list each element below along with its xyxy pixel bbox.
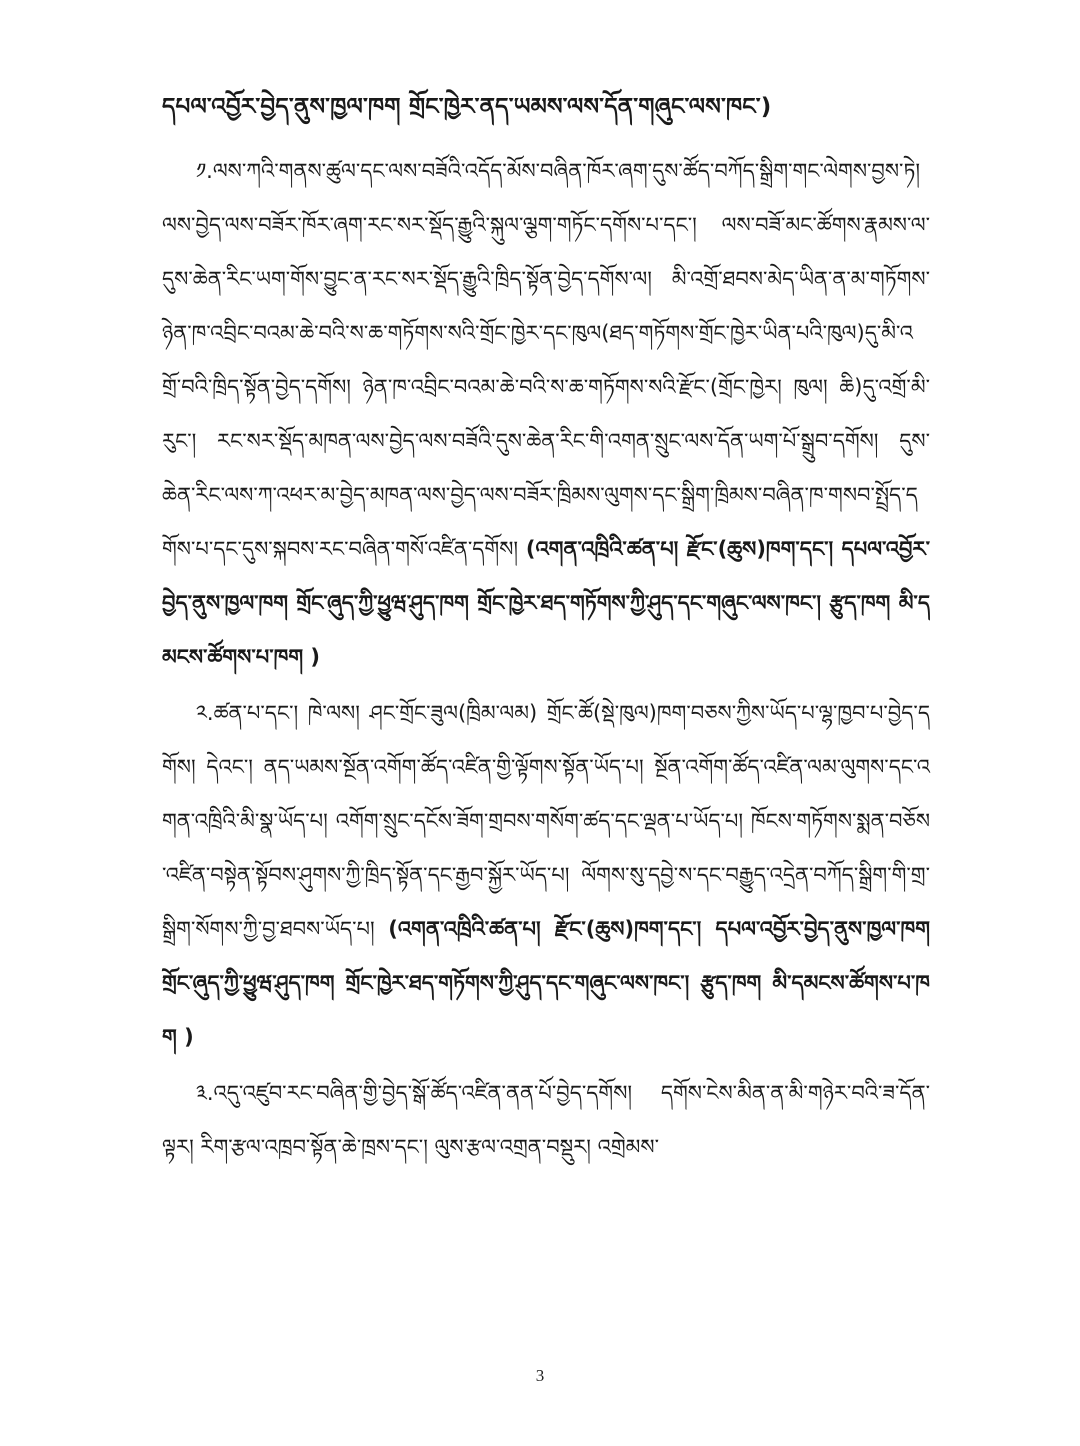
paragraph-number: ༢. xyxy=(196,701,214,725)
responsibility-note: (འགན་འཁྲིའི་ཚན་པ། རྫོང་(ཆུས)ཁག་དང་། དཔལ་འབྱོར་བྱེད་ནུས་ཁྱལ་ཁག གྲོང་ཞུད་ཀྱི་ཕྱུཝ་ཤུད་ཁག གྲོང་ཁྱེར་ཐད་གཏོགས་ཀྱི་ཤུད་དང་གཞུང་ལས་ཁང་། རྩུད་ཁག མི་དམངས་ཚོགས་པ་ཁག ) xyxy=(162,917,930,1049)
paragraph-2 xyxy=(162,686,930,1064)
paragraph-body: འདུ་འཛུབ་རང་བཞིན་གྱི་བྱེད་སྒོ་ཚོད་འཛིན་ནན་པོ་བྱེད་དགོས། དགོས་ངེས་མིན་ན་མི་གཉེར་བའི་ཟ་དོན་ལྟར། རིག་རྩལ་འཁྲབ་སྟོན་ཆེ་ཁྲས་དང་། ལུས་རྩལ་འགྲན་བསྡུར། འགྲེམས་ xyxy=(162,1081,930,1159)
paragraph-body: ལས་ཀའི་གནས་ཚུལ་དང་ལས་བཟོའི་འདོད་མོས་བཞིན་ཁོར་ཞག་དུས་ཚོད་བཀོད་སྒྲིག་གང་ལེགས་བྱས་ཏེ། ལས་བྱེད་ལས་བཟོར་ཁོར་ཞག་རང་སར་སྡོད་རྒྱུའི་སྐུལ་ལྕག་གཏོང་དགོས་པ་དང་། ལས་བཟོ་མང་ཚོགས་རྣམས་ལ་དུས་ཆེན་རིང་ཡག་གོས་བྱུང་ན་རང་སར་སྡོད་རྒྱུའི་ཁྲིད་སྟོན་བྱེད་དགོས་ལ། མི་འགྲོ་ཐབས་མེད་ཡིན་ན་མ་གཏོགས་ཉེན་ཁ་འབྲིང་བའམ་ཆེ་བའི་ས་ཆ་གཏོགས་སའི་གྲོང་ཁྱེར་དང་ཁུལ(ཐད་གཏོགས་གྲོང་ཁྱེར་ཡིན་པའི་ཁུལ)དུ་མི་འགྲོ་བའི་ཁྲིད་སྟོན་བྱེད་དགོས། ཉེན་ཁ་འབྲིང་བའམ་ཆེ་བའི་ས་ཆ་གཏོགས་སའི་རྫོང་(གྲོང་ཁྱེར། ཁུལ། ཆི)དུ་འགྲོ་མི་རུང་། རང་སར་སྡོད་མཁན་ལས་བྱེད་ལས་བཟོའི་དུས་ཆེན་རིང་གི་འགན་སྲུང་ལས་དོན་ཡག་པོ་སྒྲུབ་དགོས། དུས་ཆེན་རིང་ལས་ཀ་འཕར་མ་བྱེད་མཁན་ལས་བྱེད་ལས་བཟོར་ཁྲིམས་ལུགས་དང་སྒྲིག་ཁྲིམས་བཞིན་ཁ་གསབ་སྤྲོད་དགོས་པ་དང་དུས་སྐབས་རང་བཞིན་གསོ་འཛིན་དགོས། xyxy=(162,159,930,561)
paragraph-3 xyxy=(162,1066,930,1174)
paragraph-number: ༣. xyxy=(196,1081,214,1105)
responsibility-note: (འགན་འཁྲིའི་ཚན་པ། རྫོང་(ཆུས)ཁག་དང་། དཔལ་འབྱོར་བྱེད་ནུས་ཁྱལ་ཁག གྲོང་ཞུད་ཀྱི་ཕྱུཝ་ཤུད་ཁག གྲོང་ཁྱེར་ཐད་གཏོགས་ཀྱི་ཤུད་དང་གཞུང་ལས་ཁང་། རྩུད་ཁག མི་དམངས་ཚོགས་པ་ཁག ) xyxy=(162,537,930,669)
document-heading: དཔལ་འབྱོར་བྱེད་ནུས་ཁྱལ་ཁག གྲོང་ཁྱེར་ནད་ཡམས་ལས་དོན་གཞུང་ལས་ཁང་) xyxy=(162,94,772,120)
page-number: 3 xyxy=(535,1366,545,1385)
paragraph-1 xyxy=(162,144,930,684)
paragraph-number: ༡. xyxy=(196,159,213,183)
paragraph-body: ཚན་པ་དང་། ཁེ་ལས། ཤང་གྲོང་ཟུལ(ཁྲིམ་ལམ) གྲོང་ཚོ(སྡེ་ཁུལ)ཁག་བཅས་ཀྱིས་ཡོད་པ་ལྷ་ཁྱབ་པ་བྱེད་དགོས། དེའང་། ནད་ཡམས་སྔོན་འགོག་ཚོད་འཛིན་གྱི་ལྟོགས་སྟོན་ཡོད་པ། སྔོན་འགོག་ཚོད་འཛིན་ལམ་ལུགས་དང་འགན་འཁྲིའི་མི་སྣ་ཡོད་པ། འགོག་སྲུང་དངོས་ཟོག་གྲབས་གསོག་ཚད་དང་ལྡན་པ་ཡོད་པ། ཁོངས་གཏོགས་སྨན་བཅོས་འཛིན་བསྟེན་སྟོབས་ཤུགས་ཀྱི་ཁྲིད་སྟོན་དང་རྒྱབ་སྐྱོར་ཡོད་པ། ལོགས་སུ་དབྱེ་ས་དང་བརྒྱུད་འདྲེན་བཀོད་སྒྲིག་གི་གྲ་སྒྲིག་སོགས་ཀྱི་བྱ་ཐབས་ཡོད་པ། xyxy=(162,701,930,941)
